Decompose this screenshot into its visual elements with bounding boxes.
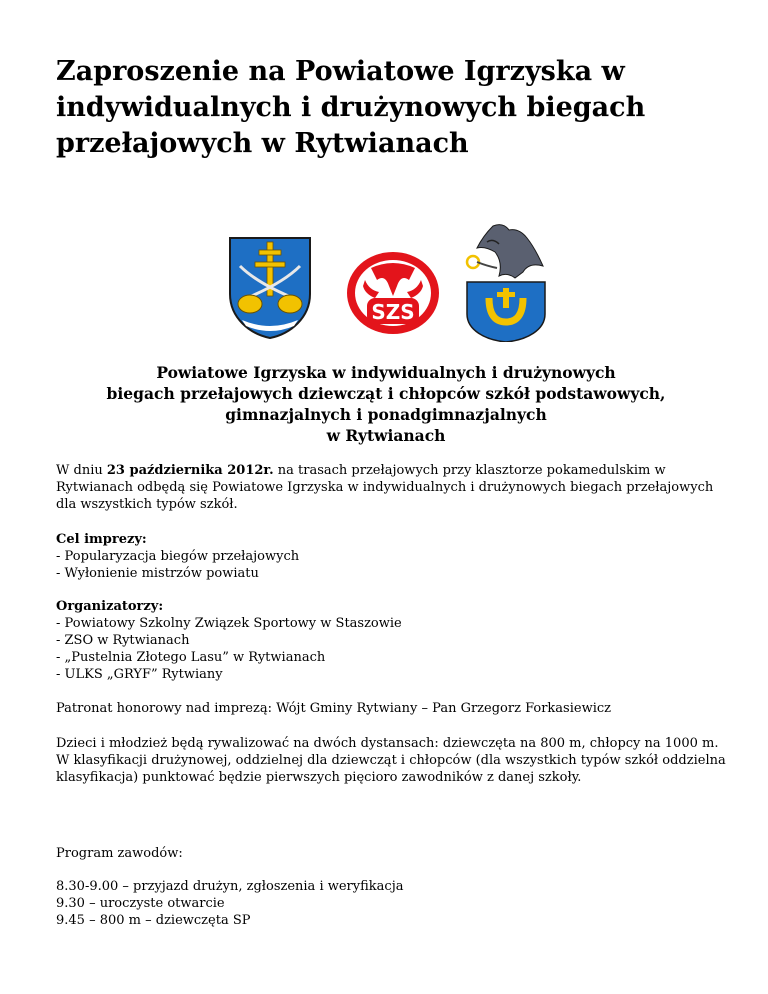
subtitle-line-1: Powiatowe Igrzyska w indywidualnych i drużynowych — [156, 363, 616, 382]
organizer-item: - ULKS „GRYF” Rytwiany — [56, 667, 223, 682]
intro-prefix: W dniu — [56, 463, 107, 478]
subtitle-line-3: gimnazjalnych i ponadgimnazjalnych — [225, 405, 547, 424]
goal-item: - Wyłonienie mistrzów powiatu — [56, 566, 259, 581]
organizers-heading: Organizatorzy: — [56, 599, 164, 614]
goal-section — [56, 531, 716, 582]
title-line-2: indywidualnych i drużynowych biegach — [56, 92, 646, 123]
event-subtitle — [56, 362, 716, 446]
goal-item: - Popularyzacja biegów przełajowych — [56, 549, 300, 564]
intro-line-1-rest: na trasach przełajowych przy klasztorze pokamedulskim w — [273, 463, 666, 478]
rules-line-1: Dzieci i młodzież będą rywalizować na dwóch dystansach: dziewczęta na 800 m, chłopcy na 1000 m. — [56, 736, 719, 751]
intro-line-2: Rytwianach odbędą się Powiatowe Igrzyska w indywidualnych i drużynowych biegach przełajowych — [56, 480, 714, 495]
program-item: 8.30-9.00 – przyjazd drużyn, zgłoszenia i weryfikacja — [56, 879, 404, 894]
organizer-item: - ZSO w Rytwianach — [56, 633, 190, 648]
county-coat-of-arms-icon — [228, 236, 312, 340]
patronage-text: Patronat honorowy nad imprezą: Wójt Gminy Rytwiany – Pan Grzegorz Forkasiewicz — [56, 701, 611, 716]
szs-logo-text: SZS — [371, 300, 415, 324]
intro-paragraph — [56, 462, 716, 513]
intro-line-3: dla wszystkich typów szkół. — [56, 497, 238, 512]
patronage-paragraph — [56, 700, 716, 717]
subtitle-line-2: biegach przełajowych dziewcząt i chłopców szkół podstawowych, — [106, 384, 666, 403]
rules-line-3: klasyfikacja) punktować będzie pierwszych pięcioro zawodników z danej szkoły. — [56, 770, 582, 785]
program-heading: Program zawodów: — [56, 846, 183, 861]
rules-line-2: W klasyfikacji drużynowej, oddzielnej dla dziewcząt i chłopców (dla wszystkich typów szkół oddzielna — [56, 753, 726, 768]
logos-row — [56, 222, 716, 342]
title-line-3: przełajowych w Rytwianach — [56, 128, 469, 159]
organizer-item: - Powiatowy Szkolny Związek Sportowy w Staszowie — [56, 616, 402, 631]
program-list — [56, 878, 716, 929]
goal-heading: Cel imprezy: — [56, 532, 147, 547]
program-heading-paragraph — [56, 845, 716, 862]
subtitle-line-4: w Rytwianach — [326, 426, 446, 445]
page-title — [56, 54, 696, 162]
organizers-section — [56, 598, 716, 683]
intro-line-1 — [56, 462, 716, 479]
organizer-item: - „Pustelnia Złotego Lasu” w Rytwianach — [56, 650, 326, 665]
event-date: 23 października 2012r. — [106, 463, 274, 478]
rules-paragraph — [56, 735, 726, 786]
program-item: 9.45 – 800 m – dziewczęta SP — [56, 913, 251, 928]
title-line-1: Zaproszenie na Powiatowe Igrzyska w — [56, 56, 625, 87]
rytwiany-coat-of-arms-icon — [463, 222, 549, 342]
szs-emblem-icon — [345, 250, 441, 336]
program-item: 9.30 – uroczyste otwarcie — [56, 896, 225, 911]
